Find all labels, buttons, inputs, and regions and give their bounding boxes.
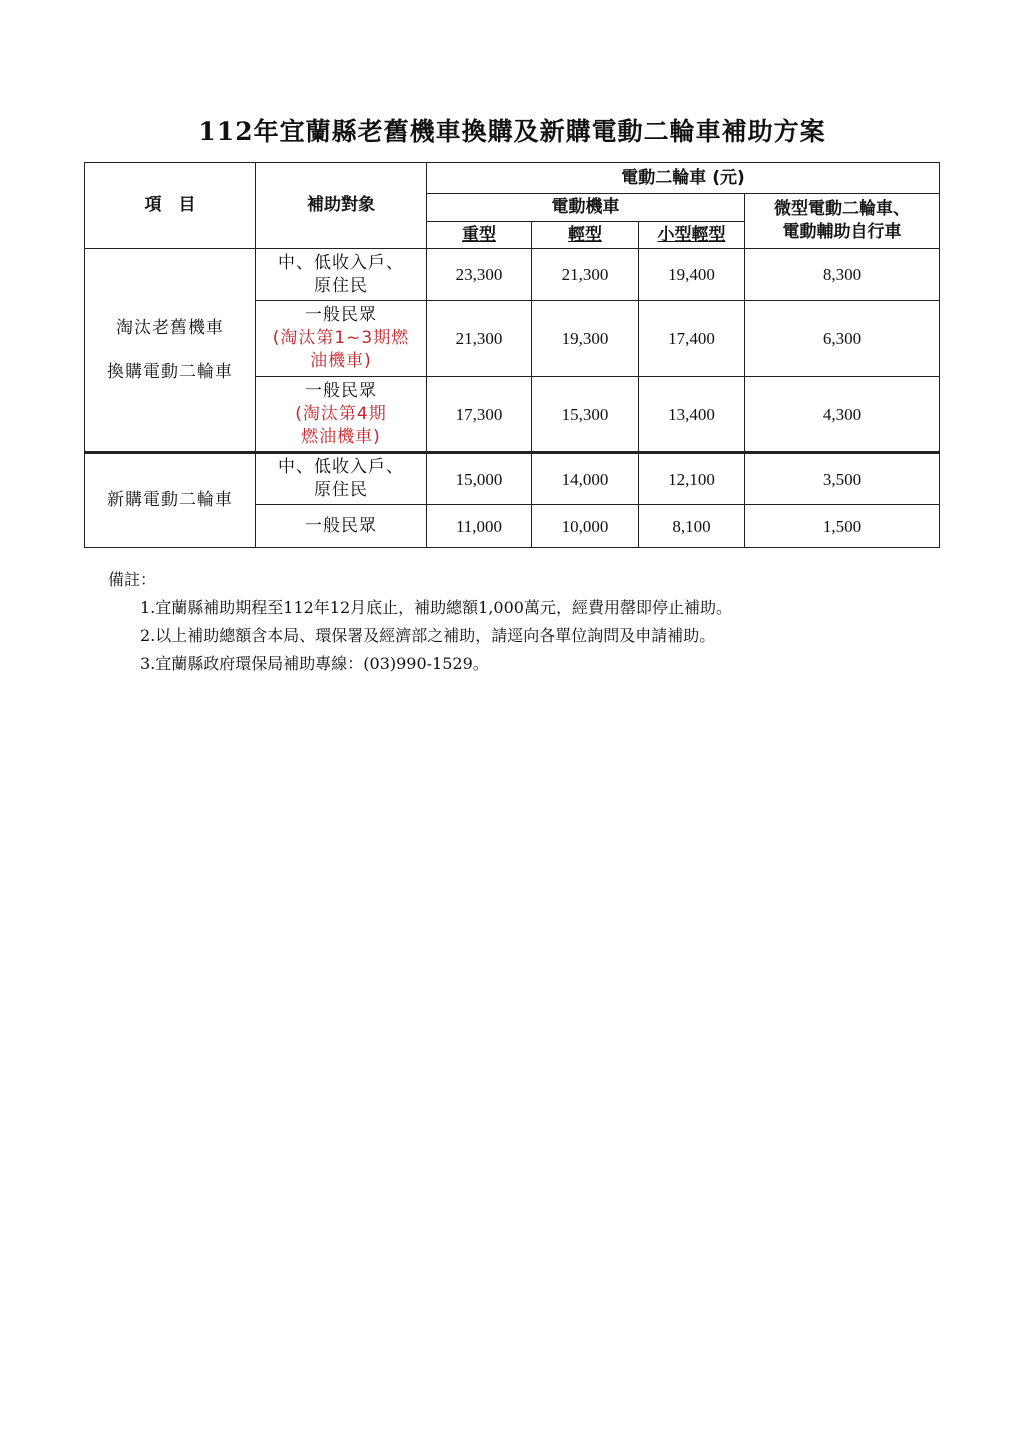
table-row	[85, 249, 940, 301]
value-small-light: 17,400	[639, 301, 745, 377]
target-cell: 中、低收入戶、 原住民	[256, 453, 427, 505]
notes-section	[108, 566, 732, 678]
group-name: 新購電動二輪車	[85, 453, 256, 548]
header-target: 補助對象	[256, 163, 427, 249]
note-item: 2.以上補助總額含本局、環保署及經濟部之補助，請逕向各單位詢問及申請補助。	[140, 626, 716, 645]
value-micro: 8,300	[745, 249, 940, 301]
header-light: 輕型	[532, 222, 639, 249]
note-item: 1.宜蘭縣補助期程至112年12月底止，補助總額1,000萬元，經費用罄即停止補助。	[140, 598, 732, 617]
header-group: 電動二輪車 (元)	[427, 163, 940, 194]
value-heavy: 15,000	[427, 453, 532, 505]
target-cell: 中、低收入戶、 原住民	[256, 249, 427, 301]
value-small-light: 12,100	[639, 453, 745, 505]
target-cell	[256, 301, 427, 377]
value-heavy: 23,300	[427, 249, 532, 301]
value-light: 14,000	[532, 453, 639, 505]
document-title: 112年宜蘭縣老舊機車換購及新購電動二輪車補助方案	[198, 117, 826, 146]
target-label: 一般民眾	[305, 380, 377, 401]
value-heavy: 17,300	[427, 377, 532, 453]
value-heavy: 11,000	[427, 505, 532, 548]
value-small-light: 8,100	[639, 505, 745, 548]
group-name: 淘汰老舊機車 換購電動二輪車	[85, 249, 256, 453]
notes-heading: 備註：	[108, 570, 157, 589]
header-heavy: 重型	[427, 222, 532, 249]
value-small-light: 13,400	[639, 377, 745, 453]
value-light: 19,300	[532, 301, 639, 377]
value-micro: 3,500	[745, 453, 940, 505]
value-micro: 1,500	[745, 505, 940, 548]
target-cell	[256, 377, 427, 453]
header-item: 項 目	[85, 163, 256, 249]
value-micro: 6,300	[745, 301, 940, 377]
value-light: 15,300	[532, 377, 639, 453]
value-heavy: 21,300	[427, 301, 532, 377]
subsidy-table	[84, 162, 940, 548]
value-light: 10,000	[532, 505, 639, 548]
target-label: 一般民眾	[305, 305, 377, 325]
table-row	[85, 453, 940, 505]
target-note: (淘汰第1~3期燃 油機車)	[272, 328, 410, 371]
value-light: 21,300	[532, 249, 639, 301]
target-note: (淘汰第4期 燃油機車)	[295, 403, 387, 447]
header-small-light: 小型輕型	[639, 222, 745, 249]
header-micro: 微型電動二輪車、 電動輔助自行車	[745, 194, 940, 249]
value-small-light: 19,400	[639, 249, 745, 301]
header-motorcycle: 電動機車	[427, 194, 745, 222]
target-cell: 一般民眾	[256, 505, 427, 548]
value-micro: 4,300	[745, 377, 940, 453]
note-item: 3.宜蘭縣政府環保局補助專線：(03)990-1529。	[140, 654, 489, 673]
